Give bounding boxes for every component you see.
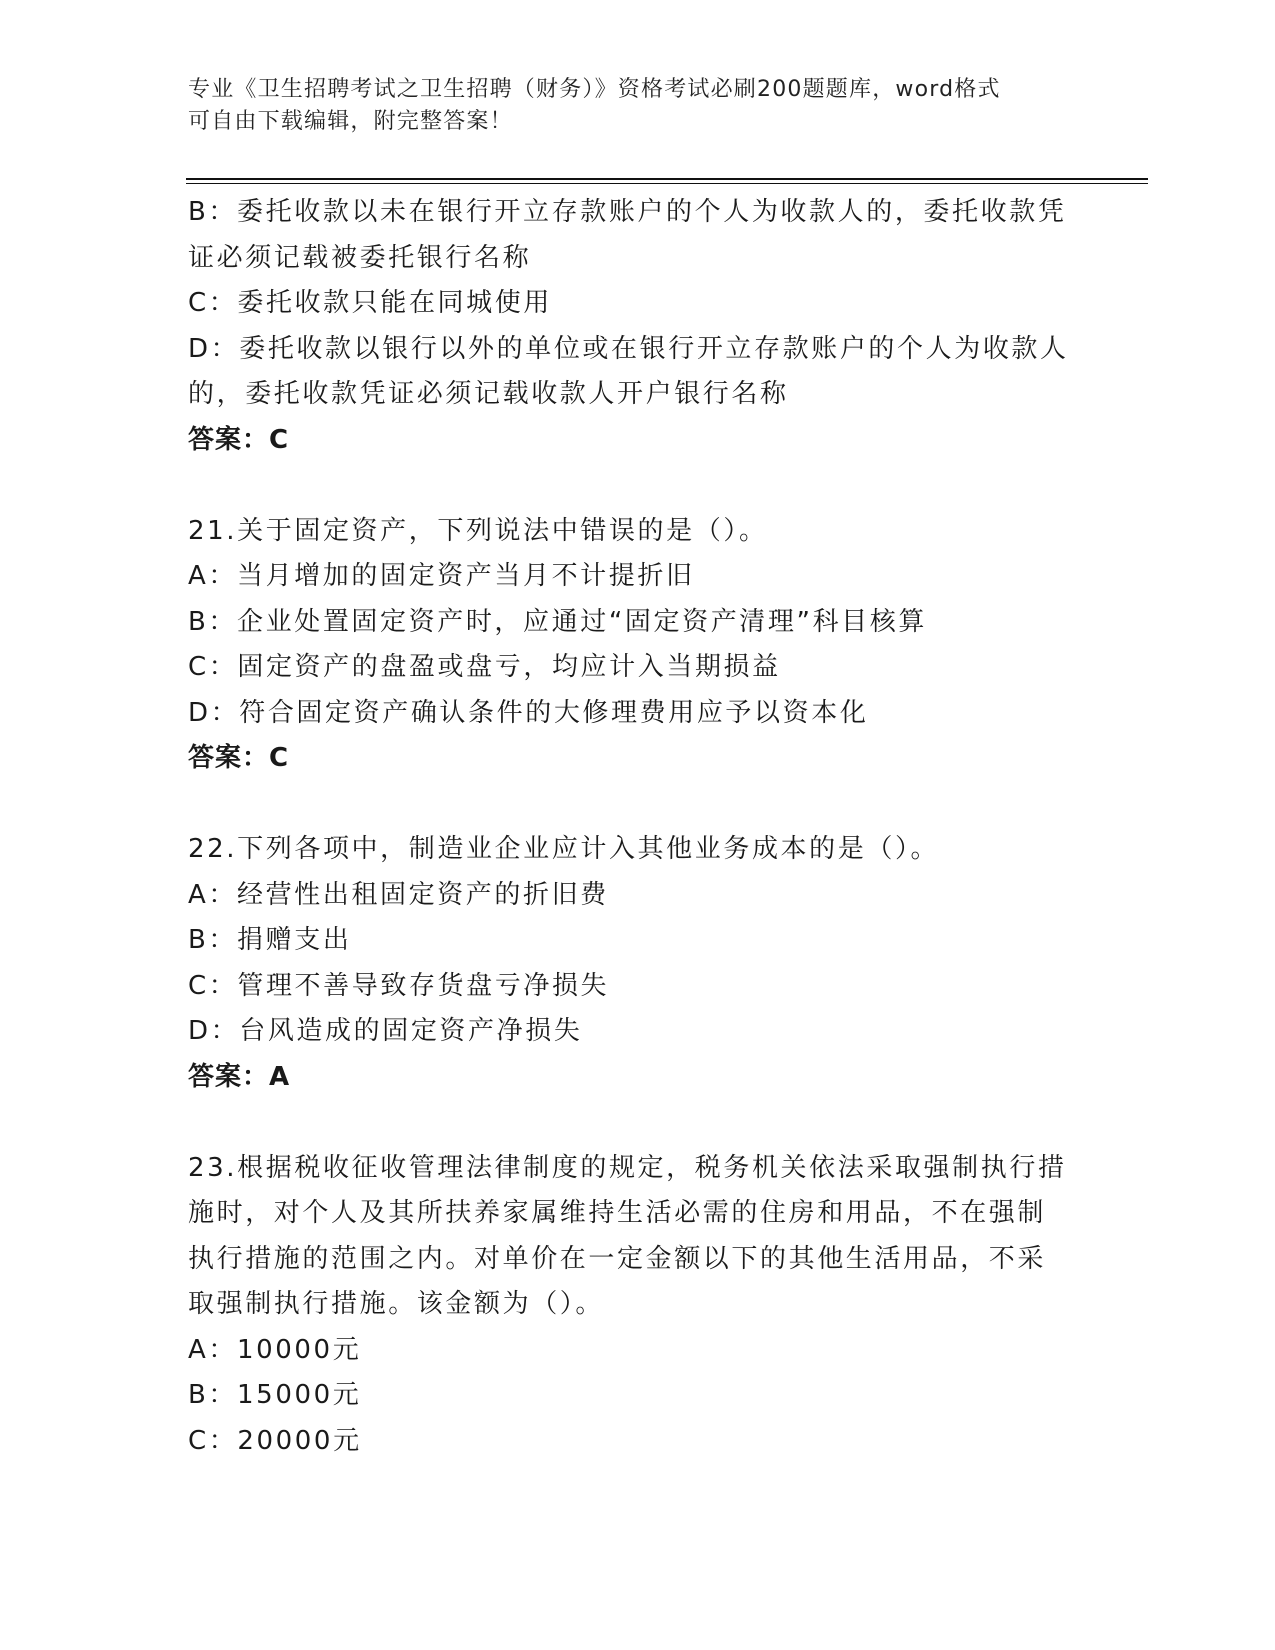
spacer [188, 1100, 1088, 1146]
option-line: B：捐赠支出 [188, 925, 352, 955]
option-line: A：经营性出租固定资产的折旧费 [188, 879, 609, 910]
option-line: D：台风造成的固定资产净损失 [188, 1016, 583, 1046]
option-line: C：20000元 [188, 1425, 362, 1456]
option-line: D：委托收款以银行以外的单位或在银行开立存款账户的个人为收款人 [188, 333, 1069, 364]
question-23 [188, 1146, 1088, 1465]
option-line: B：委托收款以未在银行开立存款账户的个人为收款人的，委托收款凭 [188, 197, 1067, 227]
answer-line: 答案：C [188, 424, 290, 455]
carry-over-question [188, 190, 1088, 463]
header-rule-thin [186, 183, 1148, 184]
option-line: B：15000元 [188, 1380, 362, 1410]
option-line: 的，委托收款凭证必须记载收款人开户银行名称 [188, 379, 789, 409]
question-stem: 执行措施的范围之内。对单价在一定金额以下的其他生活用品，不采 [188, 1243, 1047, 1274]
question-stem: 21.关于固定资产，下列说法中错误的是（）。 [188, 515, 768, 546]
question-22 [188, 827, 1088, 1100]
answer-line: 答案：C [188, 743, 290, 773]
option-line: C：固定资产的盘盈或盘亏，均应计入当期损益 [188, 652, 781, 682]
header-rule-thick [186, 178, 1148, 180]
option-line: A：10000元 [188, 1334, 362, 1365]
option-line: B：企业处置固定资产时，应通过“固定资产清理”科目核算 [188, 606, 927, 637]
header-line-2: 可自由下载编辑，附完整答案！ [188, 109, 513, 134]
spacer [188, 782, 1088, 828]
spacer [188, 463, 1088, 509]
question-stem: 施时，对个人及其所扶养家属维持生活必需的住房和用品，不在强制 [188, 1198, 1047, 1228]
document-header [188, 74, 1068, 138]
answer-line: 答案：A [188, 1061, 291, 1092]
header-line-1: 专业《卫生招聘考试之卫生招聘（财务）》资格考试必刷200题题库，word格式 [188, 77, 1001, 102]
option-line: A：当月增加的固定资产当月不计提折旧 [188, 561, 695, 591]
question-list [188, 190, 1088, 1464]
question-stem: 22.下列各项中，制造业企业应计入其他业务成本的是（）。 [188, 834, 940, 864]
question-stem: 取强制执行措施。该金额为（）。 [188, 1289, 605, 1319]
option-line: C：管理不善导致存货盘亏净损失 [188, 970, 610, 1001]
option-line: D：符合固定资产确认条件的大修理费用应予以资本化 [188, 697, 869, 728]
option-line: 证必须记载被委托银行名称 [188, 242, 532, 273]
option-line: C：委托收款只能在同城使用 [188, 288, 552, 318]
question-21 [188, 509, 1088, 782]
question-stem: 23.根据税收征收管理法律制度的规定，税务机关依法采取强制执行措 [188, 1152, 1067, 1183]
